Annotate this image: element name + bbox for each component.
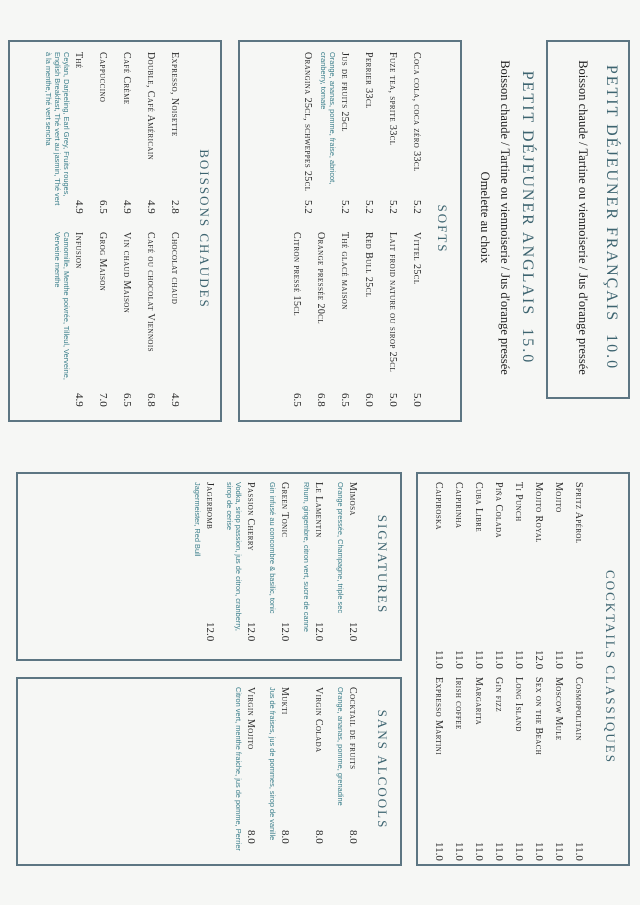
boissons-chaudes-box (8, 40, 222, 422)
menu-item-name: Ti Punch (513, 482, 524, 522)
boissons-chaudes-title: BOISSONS CHAUDES (197, 149, 212, 309)
menu-item-price: 6.8 (315, 393, 327, 407)
menu-item-price: 7.0 (97, 393, 109, 407)
menu-item-price: 4.9 (121, 200, 133, 214)
menu-item-price: 8.0 (279, 830, 291, 844)
menu-item-name: Virgin Colada (313, 687, 324, 753)
menu-item-name: Grog Maison (97, 232, 108, 292)
cocktails-box (416, 472, 630, 866)
menu-item-price: 11.0 (473, 650, 485, 669)
petit-dej-fr-price: 10.0 (603, 334, 620, 371)
menu-item-price: 4.9 (169, 393, 181, 407)
petit-dej-en-header (518, 40, 536, 395)
menu-item-name: Thé (73, 52, 84, 69)
menu-item-name: Cosmopolitain (573, 677, 584, 741)
menu-item-name: Mojito Royal (533, 482, 544, 543)
menu-item-price: 4.9 (73, 200, 85, 214)
menu-item-price: 6.8 (145, 393, 157, 407)
menu-item-name: Café ou chocolat Viennois (145, 232, 156, 352)
menu-item-price: 12.0 (533, 650, 545, 670)
menu-item-price: 5.0 (387, 393, 399, 407)
menu-item-name: Double, Café Américain (145, 52, 156, 161)
menu-item-name: Infusion (73, 232, 84, 269)
menu-item-price: 12.0 (347, 622, 359, 642)
menu-item-name: Jus de fruits 25cl (339, 52, 350, 132)
menu-item-price: 8.0 (245, 830, 257, 844)
menu-item-name: Piña Colada (493, 482, 504, 539)
menu-item-price: 12.0 (245, 622, 257, 642)
menu-item-price: 11.0 (513, 842, 525, 861)
menu-item-name: Fuze tea, sprite 33cl (387, 52, 398, 146)
petit-dej-en-desc: Boisson chaude / Tartine ou viennoiserie / Jus d'orange pressée (498, 60, 512, 375)
petit-dej-fr-header (602, 40, 620, 395)
menu-item-price: 11.0 (573, 650, 585, 669)
menu-item-desc: Orange pressée, Champagne, triple sec (336, 482, 345, 614)
menu-item-name: Café Crème (121, 52, 132, 105)
softs-box (238, 40, 462, 422)
menu-item-price: 5.2 (339, 200, 351, 214)
menu-item-desc: Gin infusé au concombre & basilic, tonic (268, 482, 277, 614)
petit-dej-en-title: PETIT DÉJEUNER ANGLAIS (519, 70, 536, 317)
menu-item-price: 11.0 (433, 842, 445, 861)
menu-item-price: 11.0 (493, 842, 505, 861)
menu-item-name: Irish coffee (453, 677, 464, 730)
menu-item-name: Le Lamentin (313, 482, 324, 538)
menu-item-price: 6.0 (363, 393, 375, 407)
menu-item-name: Cocktail de fruits (347, 687, 358, 770)
menu-item-name: Mojito (553, 482, 564, 513)
menu-item-name: Passion Cherry (245, 482, 256, 551)
menu-item-desc: Jus de fraises, jus de pommes, sirop de vanille (268, 687, 277, 841)
menu-item-name: Chocolat chaud (169, 232, 180, 305)
menu-item-desc: Rhum, gingembre, citron vert, sucre de canne (302, 482, 311, 632)
menu-item-desc: Camomille, Menthe poivrée, Tilleul, Verveine, (62, 232, 71, 380)
menu-item-price: 11.0 (553, 650, 565, 669)
menu-item-name: Green Tonic (279, 482, 290, 538)
menu-item-name: Expresso Martini (433, 677, 444, 755)
menu-item-price: 4.9 (73, 393, 85, 407)
menu-item-price: 5.2 (302, 200, 314, 214)
menu-item-price: 6.5 (121, 393, 133, 407)
menu-item-price: 5.2 (363, 200, 375, 214)
menu-item-desc: Jagermeister, Red Bull (193, 482, 202, 557)
menu-item-price: 8.0 (313, 830, 325, 844)
petit-dej-fr-title: PETIT DÉJEUNER FRANÇAIS (603, 64, 620, 323)
menu-item-name: Margarita (473, 677, 484, 726)
menu-item-desc: Vodka, sirop passion, jus de citron, cranberry, (234, 482, 243, 631)
menu-item-name: Caipirinha (453, 482, 464, 529)
sans-alcools-title: SANS ALCOOLS (375, 709, 390, 830)
menu-item-price: 12.0 (279, 622, 291, 642)
menu-item-name: Orange pressée 20cl (315, 232, 326, 325)
menu-item-price: 11.0 (433, 650, 445, 669)
menu-item-name: Vittel 25cl (411, 232, 422, 285)
menu-item-desc: English Breakfast, Thé vert au jasmin, Thé vert (53, 52, 62, 206)
menu-item-price: 11.0 (453, 842, 465, 861)
petit-dej-en-price: 15.0 (519, 328, 536, 365)
menu-item-name: Moscow Mule (553, 677, 564, 741)
menu-item-name: Lait froid nature ou sirop 25cl (387, 232, 398, 373)
menu-item-price: 12.0 (204, 622, 216, 642)
signatures-title: SIGNATURES (375, 514, 390, 615)
softs-title: SOFTS (435, 204, 450, 254)
menu-item-price: 11.0 (473, 842, 485, 861)
menu-item-name: Mukti (279, 687, 290, 715)
menu-item-desc: sirop de cerise (225, 482, 234, 531)
menu-item-name: Coca cola, coca zéro 33cl (411, 52, 422, 172)
menu-item-price: 6.5 (291, 393, 303, 407)
menu-item-price: 11.0 (573, 842, 585, 861)
menu-item-name: Orangina 25cl, schweppes 25cl (302, 52, 313, 192)
menu-item-price: 11.0 (533, 842, 545, 861)
menu-item-name: Perrier 33cl (363, 52, 374, 109)
menu-item-desc: cranberry, tomate (319, 52, 328, 110)
menu-item-price: 6.5 (339, 393, 351, 407)
menu-item-name: Citron pressé 15cl (291, 232, 302, 317)
menu-item-price: 12.0 (313, 622, 325, 642)
menu-item-price: 5.2 (387, 200, 399, 214)
menu-item-price: 11.0 (513, 650, 525, 669)
menu-item-name: Virgin Mojito (245, 687, 256, 750)
menu-item-name: Cappuccino (97, 52, 108, 103)
menu-item-name: Jagerbomb (204, 482, 215, 530)
menu-item-price: 11.0 (553, 842, 565, 861)
menu-item-name: Expresso, Noisette (169, 52, 180, 137)
menu-item-price: 8.0 (347, 830, 359, 844)
menu-item-desc: Citron vert, menthe fraiche, jus de pomme, Perrier (234, 687, 243, 851)
menu-item-desc: Orange, ananas, pomme, grenadine (336, 687, 345, 806)
menu-item-price: 5.2 (411, 200, 423, 214)
menu-item-price: 2.8 (169, 200, 181, 214)
menu-item-price: 11.0 (493, 650, 505, 669)
menu-item-price: 5.0 (411, 393, 423, 407)
cocktails-title: COCKTAILS CLASSIQUES (603, 570, 618, 764)
menu-item-price: 6.5 (97, 200, 109, 214)
menu-item-name: Thé glacé maison (339, 232, 350, 310)
menu-item-price: 11.0 (453, 650, 465, 669)
menu-item-desc: Orange, ananas, pomme, fraise, abricot, (328, 52, 337, 185)
petit-dej-fr-desc: Boisson chaude / Tartine ou viennoiserie / Jus d'orange pressée (576, 60, 590, 375)
menu-item-name: Long Island (513, 677, 524, 732)
menu-item-name: Mimosa (347, 482, 358, 516)
menu-item-name: Spritz Apérol (573, 482, 584, 544)
menu-item-desc: Ceylan, Darjeeling, Earl Grey, Fruits rouges, (62, 52, 71, 197)
menu-item-name: Cuba Libre (473, 482, 484, 533)
menu-item-desc: Verveine menthe (53, 232, 62, 288)
menu-item-name: Sex on the Beach (533, 677, 544, 756)
petit-dej-en-extra: Omelette au choix (478, 171, 492, 264)
menu-item-name: Gin fizz (493, 677, 504, 713)
menu-item-name: Vin chaud Maison (121, 232, 132, 314)
menu-item-price: 4.9 (145, 200, 157, 214)
menu-item-name: Red Bull 25cl (363, 232, 374, 298)
menu-item-name: Caipiroska (433, 482, 444, 531)
menu-item-desc: à la menthe,Thé vert sencha (44, 52, 53, 146)
